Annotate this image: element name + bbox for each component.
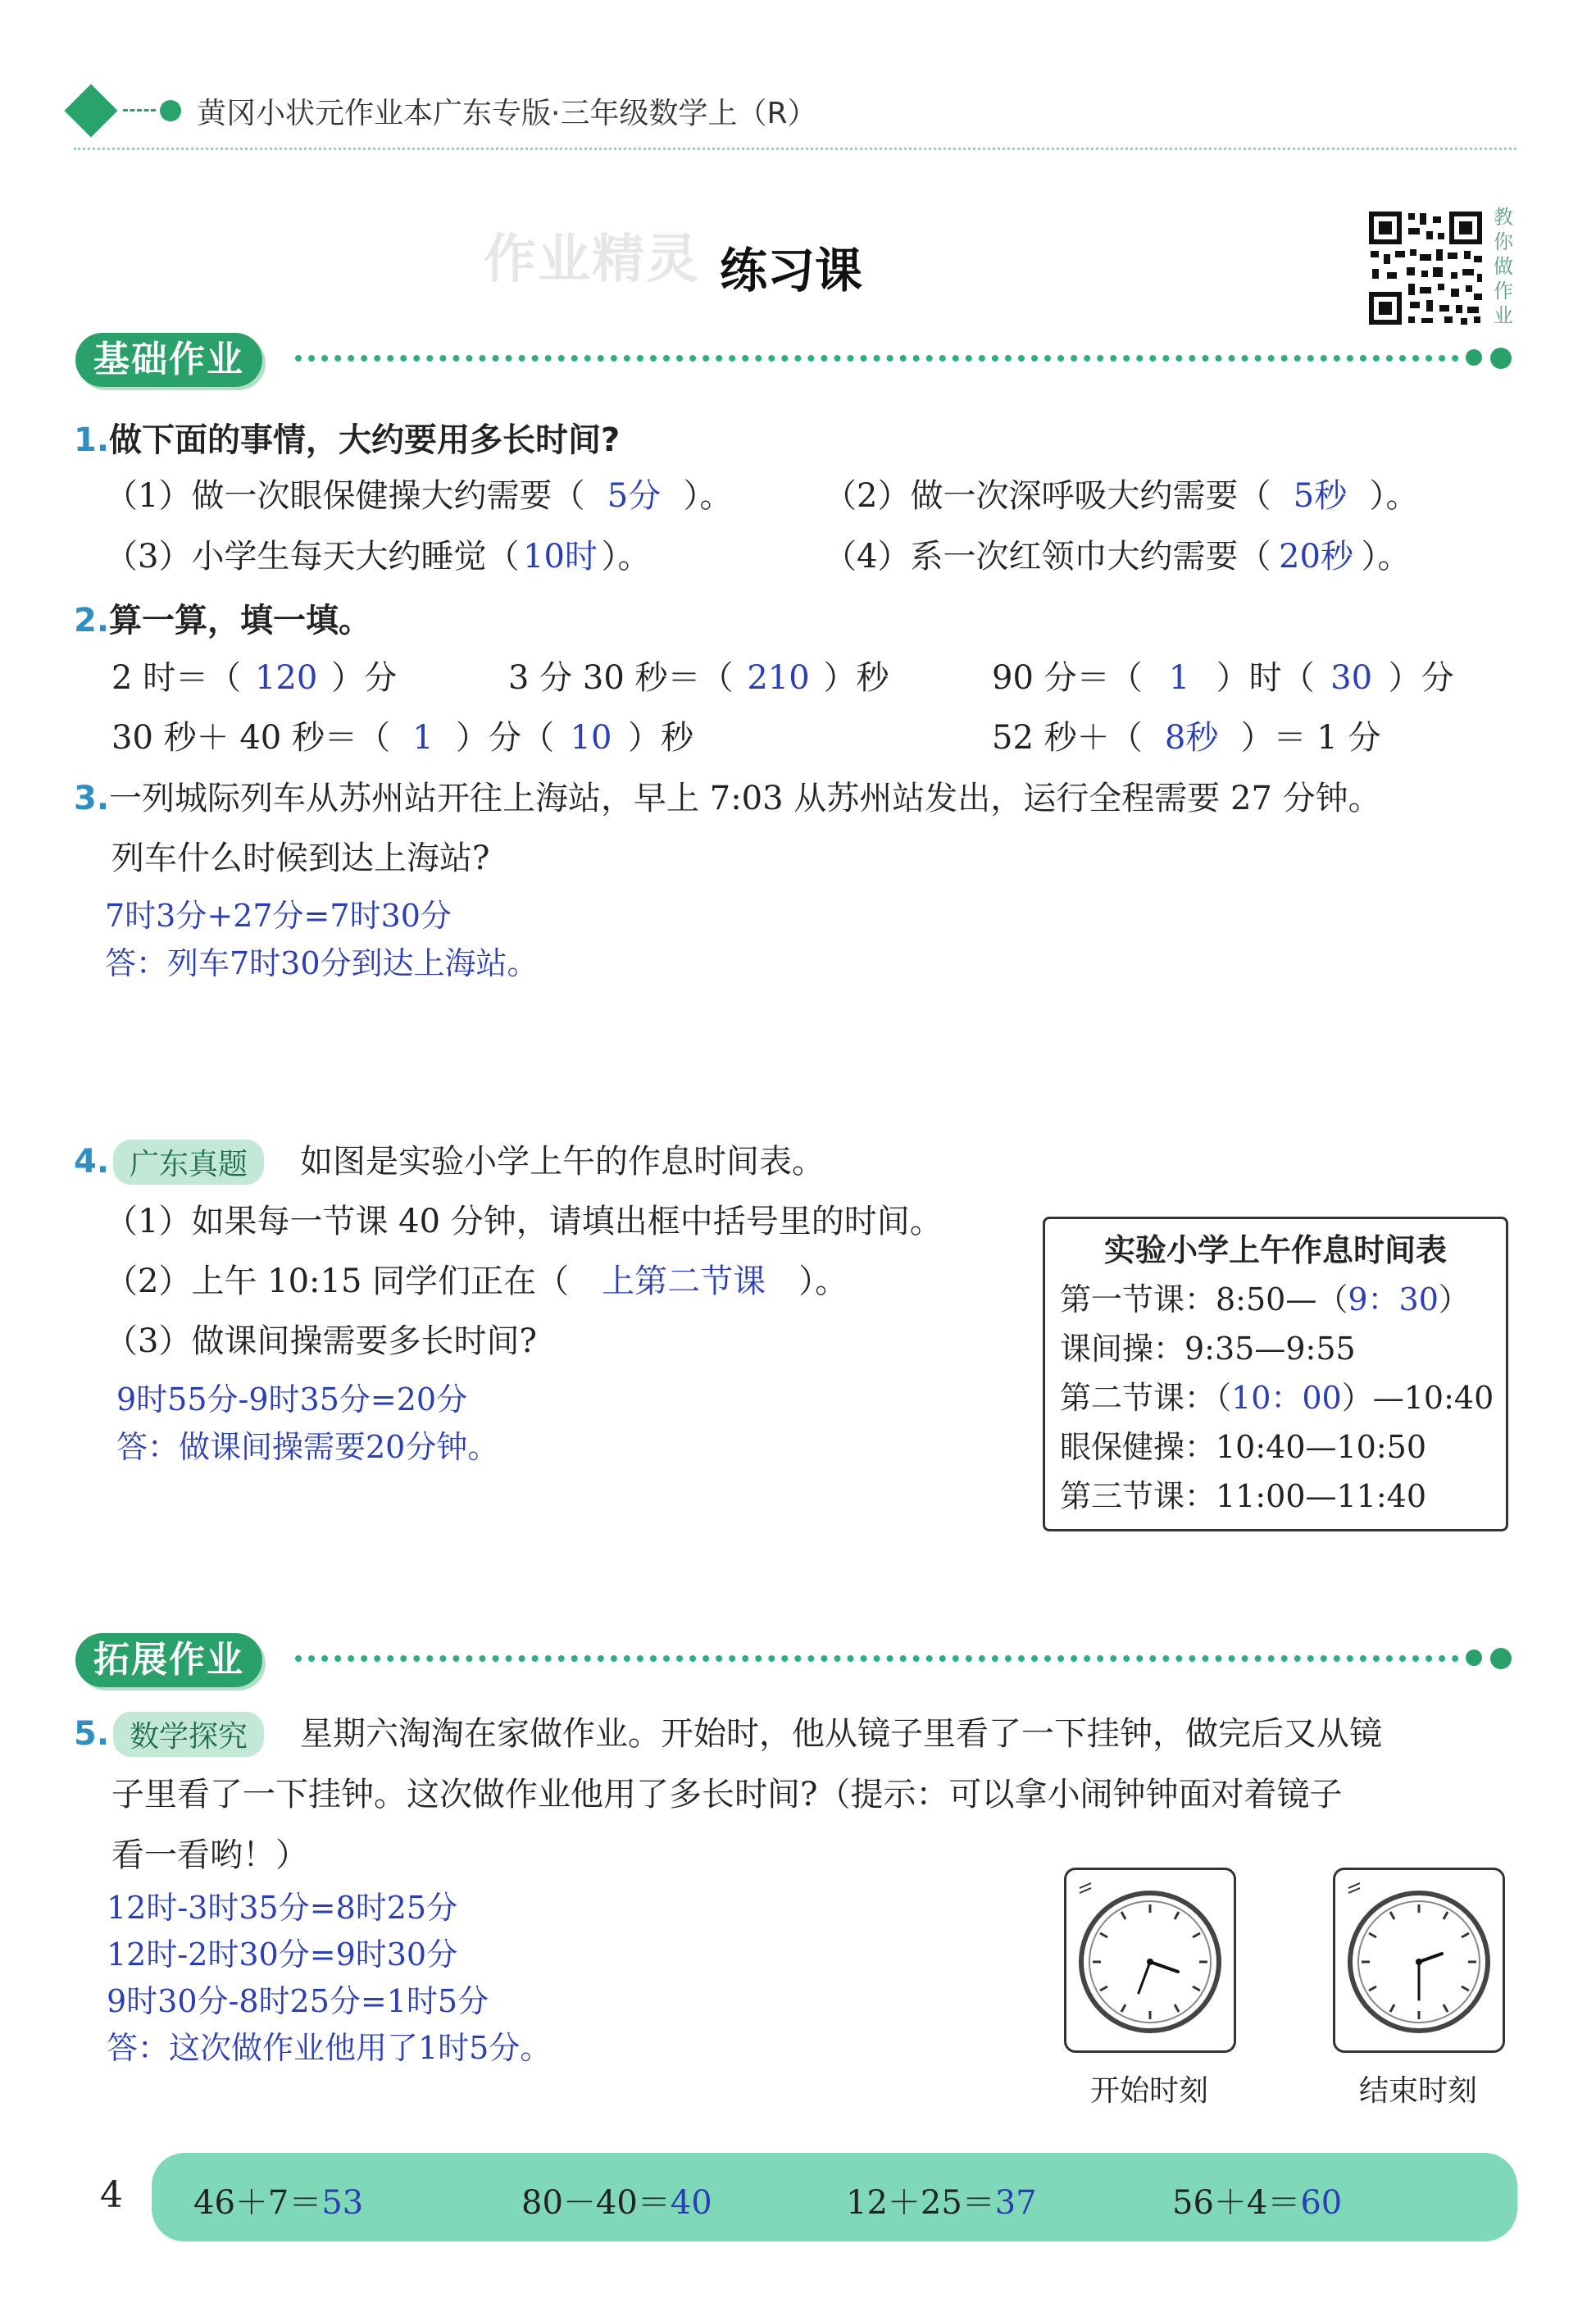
q1-item-3-answer: 10时 <box>523 538 598 576</box>
q2-r2a-answer-1: 1 <box>412 719 434 757</box>
q1-item-3 <box>105 535 650 579</box>
q1-heading <box>74 414 620 461</box>
q5-work-1: 12时-3时35分=8时25分 <box>107 1890 458 1926</box>
clock-start-box <box>1064 1868 1236 2053</box>
q4-sub-2 <box>105 1259 848 1304</box>
q2-r2a-text: 30 秒＋ 40 秒＝（ <box>111 719 390 757</box>
q1-item-4 <box>824 535 1410 579</box>
q2-r1c-answer-1: 1 <box>1168 659 1190 697</box>
q2-r2b-close: ）＝ 1 分 <box>1240 719 1381 757</box>
clock-start-label: 开始时刻 <box>1090 2074 1209 2108</box>
section-extend-dotline <box>295 1655 1459 1662</box>
page-number: 4 <box>100 2174 123 2216</box>
q1-title: 做下面的事情，大约要用多长时间? <box>109 421 621 459</box>
clock-start-icon <box>1066 1870 1234 2050</box>
schedule-table <box>1043 1217 1508 1531</box>
q4-badge: 广东真题 <box>113 1140 264 1185</box>
q3-number: 3. <box>74 780 110 817</box>
section-extend-endcap <box>1466 1650 1482 1666</box>
oral-calc-4-expr: 56＋4＝ <box>1172 2184 1301 2222</box>
q3-answer: 答：列车7时30分到达上海站。 <box>105 945 539 981</box>
q1-item-2 <box>824 474 1418 518</box>
q2-r2b <box>992 716 1381 760</box>
oral-calc-4-answer: 60 <box>1300 2184 1343 2222</box>
oral-calc-4 <box>1172 2177 1342 2223</box>
q4-answer: 答：做课间操需要20分钟。 <box>116 1429 499 1465</box>
oral-calc-3-expr: 12＋25＝ <box>846 2184 995 2222</box>
q5-line-2: 子里看了一下挂钟。这次做作业他用了多长时间?（提示：可以拿小闹钟钟面对着镜子 <box>111 1776 1343 1813</box>
q4-number-label: 4. <box>74 1143 110 1181</box>
qr-code-icon[interactable] <box>1366 208 1485 328</box>
q1-item-1-answer: 5分 <box>607 477 662 515</box>
q2-number: 2. <box>74 602 110 639</box>
schedule-row-1-answer: 9：30 <box>1348 1281 1439 1317</box>
q4-sub-2-answer: 上第二节课 <box>602 1263 766 1300</box>
section-basic-endcap-big <box>1490 348 1512 369</box>
q2-r1a <box>111 656 397 700</box>
oral-calc-3-answer: 37 <box>994 2184 1037 2222</box>
q2-r1b <box>508 656 889 700</box>
q2-r1c-close: ）分 <box>1388 659 1454 697</box>
q2-title: 算一算，填一填。 <box>109 602 372 639</box>
q2-r1b-text: 3 分 30 秒＝（ <box>508 659 734 697</box>
oral-calc-1-answer: 53 <box>321 2184 364 2222</box>
clock-end-icon <box>1335 1870 1503 2050</box>
q1-item-4-close: ）。 <box>1361 538 1411 576</box>
q1-item-1 <box>105 474 732 518</box>
schedule-row-5: 第三节课：11:00—11:40 <box>1060 1478 1427 1514</box>
q2-r1a-close: ）分 <box>331 659 398 697</box>
q2-r2b-answer: 8秒 <box>1164 719 1219 757</box>
q1-item-2-close: ）。 <box>1369 477 1419 515</box>
q2-r1b-close: ）秒 <box>823 659 889 697</box>
q2-r1c-answer-2: 30 <box>1330 659 1373 697</box>
header-dot-icon <box>160 100 181 121</box>
q2-r2a-close: ）秒 <box>627 719 693 757</box>
q1-item-2-answer: 5秒 <box>1293 477 1348 515</box>
q1-item-3-close: ）。 <box>601 538 651 576</box>
header-diamond-icon <box>64 84 117 137</box>
q5-line-3: 看一看哟！） <box>111 1836 308 1874</box>
q5-line-1: 星期六淘淘在家做作业。开始时，他从镜子里看了一下挂钟，做完后又从镜 <box>300 1715 1382 1753</box>
q5-work-3: 9时30分-8时25分=1时5分 <box>107 1983 489 2019</box>
clock-end-label: 结束时刻 <box>1359 2074 1478 2108</box>
q5-work-2: 12时-2时30分=9时30分 <box>107 1936 458 1973</box>
watermark: 作业精灵 <box>484 230 700 290</box>
lesson-title: 练习课 <box>720 243 863 298</box>
q2-r1c <box>992 656 1454 700</box>
schedule-row-1-text: 第一节课：8:50—（ <box>1060 1281 1348 1317</box>
section-extend-endcap-big <box>1490 1648 1512 1669</box>
oral-calc-3 <box>846 2177 1037 2223</box>
header-link-line <box>123 109 156 111</box>
q2-r2a-mid: ）分（ <box>455 719 554 757</box>
q1-item-4-text: （4）系一次红领巾大约需要（ <box>824 538 1271 576</box>
oral-calc-2 <box>521 2177 712 2223</box>
oral-calc-2-expr: 80－40＝ <box>521 2184 671 2222</box>
q4-work: 9时55分-9时35分=20分 <box>116 1381 468 1417</box>
q2-r1b-answer: 210 <box>747 659 810 697</box>
q2-r1a-text: 2 时＝（ <box>111 659 242 697</box>
q1-item-1-close: ）。 <box>683 477 733 515</box>
clock-end-box <box>1333 1868 1505 2053</box>
q2-r1c-text: 90 分＝（ <box>992 659 1143 697</box>
q3-line-2: 列车什么时候到达上海站? <box>111 840 490 877</box>
q2-r1a-answer: 120 <box>254 659 318 697</box>
q2-r2a-answer-2: 10 <box>570 719 612 757</box>
schedule-row-3-answer: 10：00 <box>1231 1380 1342 1416</box>
q4-sub-1: （1）如果每一节课 40 分钟，请填出框中括号里的时间。 <box>105 1203 943 1240</box>
q5-number: 5. <box>74 1715 110 1753</box>
section-basic-endcap <box>1466 349 1482 366</box>
q1-item-4-answer: 20秒 <box>1279 538 1353 576</box>
section-extend-tag: 拓展作业 <box>75 1633 262 1687</box>
schedule-row-3-text: 第二节课：（ <box>1060 1380 1232 1416</box>
q1-item-1-text: （1）做一次眼保健操大约需要（ <box>105 477 585 515</box>
q2-r1c-mid: ）时（ <box>1216 659 1315 697</box>
q3-line-1 <box>74 776 1381 821</box>
schedule-row-4: 眼保健操：10:40—10:50 <box>1060 1429 1427 1465</box>
q4-sub-2-close: ）。 <box>798 1263 848 1300</box>
qr-side-text: 教你做作业 <box>1494 206 1513 327</box>
oral-calc-1 <box>193 2177 363 2223</box>
section-basic-tag: 基础作业 <box>75 333 262 387</box>
q4-sub-2-text: （2）上午 10:15 同学们正在（ <box>105 1263 570 1300</box>
q1-number: 1. <box>74 421 110 459</box>
schedule-title: 实验小学上午作息时间表 <box>1103 1232 1447 1268</box>
q3-work: 7时3分+27分=7时30分 <box>105 898 452 934</box>
oral-calc-2-answer: 40 <box>670 2184 712 2222</box>
q4-sub-3: （3）做课间操需要多长时间? <box>105 1322 537 1360</box>
q4-intro: 如图是实验小学上午的作息时间表。 <box>300 1143 825 1181</box>
q1-item-3-text: （3）小学生每天大约睡觉（ <box>105 538 520 576</box>
q5-badge: 数学探究 <box>113 1712 264 1757</box>
schedule-row-1 <box>1045 1275 1506 1324</box>
oral-calc-1-expr: 46＋7＝ <box>193 2184 322 2222</box>
schedule-row-3 <box>1045 1373 1506 1422</box>
section-basic-dotline <box>295 355 1459 362</box>
q3-text-1: 一列城际列车从苏州站开往上海站，早上 7:03 从苏州站发出，运行全程需要 27 分钟。 <box>109 780 1381 817</box>
q2-r2a <box>111 716 693 760</box>
schedule-row-1-close: ） <box>1438 1281 1470 1317</box>
q5-answer: 答：这次做作业他用了1时5分。 <box>107 2030 552 2066</box>
q2-r2b-text: 52 秒＋（ <box>992 719 1143 757</box>
q2-heading <box>74 594 371 641</box>
header-title: 黄冈小状元作业本广东专版·三年级数学上（R） <box>197 97 817 130</box>
schedule-row-3-close: ）—10:40 <box>1341 1380 1494 1416</box>
header-divider <box>74 148 1516 150</box>
q1-item-2-text: （2）做一次深呼吸大约需要（ <box>824 477 1271 515</box>
schedule-row-2: 课间操：9:35—9:55 <box>1060 1331 1356 1367</box>
